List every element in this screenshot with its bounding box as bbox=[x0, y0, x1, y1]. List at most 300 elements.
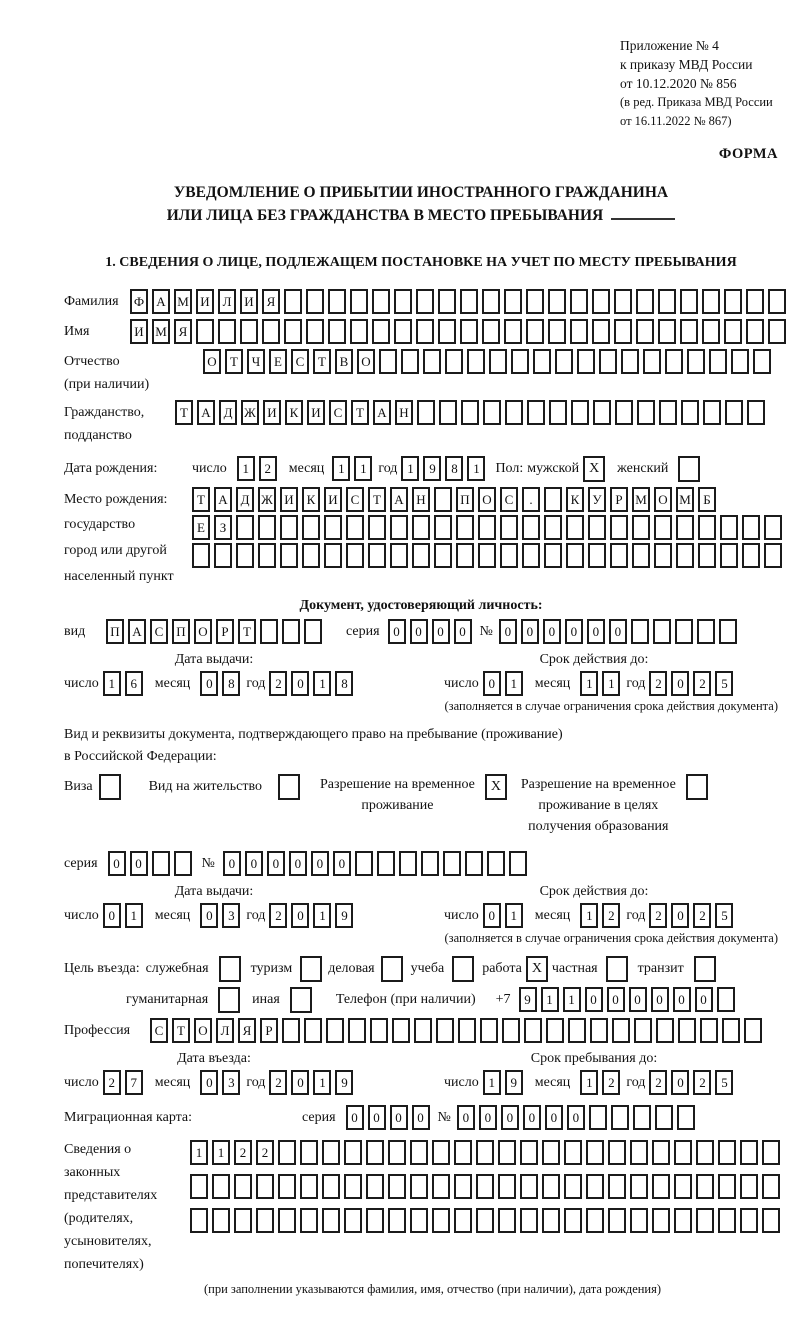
form-cell[interactable] bbox=[278, 1140, 296, 1165]
purpose-transit-checkbox[interactable] bbox=[694, 956, 716, 982]
form-cell[interactable]: 1 bbox=[125, 903, 143, 928]
form-cell[interactable]: 2 bbox=[693, 671, 711, 696]
form-cell[interactable] bbox=[456, 543, 474, 568]
form-cell[interactable] bbox=[278, 1208, 296, 1233]
form-cell[interactable] bbox=[282, 619, 300, 644]
form-cell[interactable] bbox=[608, 1208, 626, 1233]
form-cell[interactable]: 0 bbox=[545, 1105, 563, 1130]
form-cell[interactable] bbox=[328, 289, 346, 314]
form-cell[interactable]: И bbox=[324, 487, 342, 512]
form-cell[interactable]: 1 bbox=[313, 671, 331, 696]
form-cell[interactable]: 0 bbox=[671, 1070, 689, 1095]
form-cell[interactable]: И bbox=[240, 289, 258, 314]
form-cell[interactable]: М bbox=[676, 487, 694, 512]
form-cell[interactable]: Я bbox=[174, 319, 192, 344]
form-cell[interactable] bbox=[482, 289, 500, 314]
form-cell[interactable] bbox=[489, 349, 507, 374]
form-cell[interactable] bbox=[306, 319, 324, 344]
form-cell[interactable] bbox=[476, 1174, 494, 1199]
form-cell[interactable]: 0 bbox=[245, 851, 263, 876]
form-cell[interactable] bbox=[300, 1174, 318, 1199]
form-cell[interactable] bbox=[762, 1208, 780, 1233]
form-cell[interactable]: 0 bbox=[388, 619, 406, 644]
form-cell[interactable] bbox=[555, 349, 573, 374]
form-cell[interactable] bbox=[526, 319, 544, 344]
form-cell[interactable] bbox=[533, 349, 551, 374]
form-cell[interactable] bbox=[742, 515, 760, 540]
form-cell[interactable] bbox=[570, 319, 588, 344]
form-cell[interactable] bbox=[350, 319, 368, 344]
form-cell[interactable] bbox=[366, 1208, 384, 1233]
form-cell[interactable] bbox=[509, 851, 527, 876]
form-cell[interactable]: 1 bbox=[505, 671, 523, 696]
form-cell[interactable] bbox=[416, 289, 434, 314]
form-cell[interactable]: К bbox=[285, 400, 303, 425]
form-cell[interactable]: 0 bbox=[130, 851, 148, 876]
form-cell[interactable]: П bbox=[106, 619, 124, 644]
form-cell[interactable] bbox=[590, 1018, 608, 1043]
form-cell[interactable]: 0 bbox=[454, 619, 472, 644]
form-cell[interactable] bbox=[258, 543, 276, 568]
form-cell[interactable] bbox=[674, 1174, 692, 1199]
form-cell[interactable]: И bbox=[196, 289, 214, 314]
form-cell[interactable]: 0 bbox=[671, 671, 689, 696]
form-cell[interactable]: 0 bbox=[673, 987, 691, 1012]
form-cell[interactable] bbox=[720, 515, 738, 540]
form-cell[interactable]: 0 bbox=[291, 903, 309, 928]
form-cell[interactable] bbox=[768, 289, 786, 314]
form-cell[interactable]: В bbox=[335, 349, 353, 374]
form-cell[interactable] bbox=[498, 1140, 516, 1165]
form-cell[interactable]: К bbox=[302, 487, 320, 512]
form-cell[interactable] bbox=[454, 1174, 472, 1199]
form-cell[interactable] bbox=[344, 1174, 362, 1199]
form-cell[interactable] bbox=[621, 349, 639, 374]
form-cell[interactable] bbox=[564, 1174, 582, 1199]
form-cell[interactable] bbox=[678, 1018, 696, 1043]
form-cell[interactable] bbox=[410, 1140, 428, 1165]
form-cell[interactable] bbox=[445, 349, 463, 374]
form-cell[interactable]: 2 bbox=[693, 1070, 711, 1095]
form-cell[interactable] bbox=[700, 1018, 718, 1043]
form-cell[interactable]: А bbox=[390, 487, 408, 512]
form-cell[interactable]: И bbox=[307, 400, 325, 425]
form-cell[interactable]: 0 bbox=[432, 619, 450, 644]
male-checkbox[interactable]: X bbox=[583, 456, 605, 482]
form-cell[interactable] bbox=[753, 349, 771, 374]
form-cell[interactable]: 0 bbox=[200, 671, 218, 696]
form-cell[interactable] bbox=[677, 1105, 695, 1130]
form-cell[interactable] bbox=[458, 1018, 476, 1043]
form-cell[interactable]: И bbox=[280, 487, 298, 512]
form-cell[interactable]: Б bbox=[698, 487, 716, 512]
form-cell[interactable] bbox=[256, 1174, 274, 1199]
form-cell[interactable] bbox=[632, 515, 650, 540]
form-cell[interactable] bbox=[632, 543, 650, 568]
form-cell[interactable] bbox=[702, 289, 720, 314]
form-cell[interactable] bbox=[747, 400, 765, 425]
form-cell[interactable]: М bbox=[174, 289, 192, 314]
form-cell[interactable] bbox=[608, 1140, 626, 1165]
form-cell[interactable] bbox=[680, 289, 698, 314]
form-cell[interactable] bbox=[212, 1208, 230, 1233]
form-cell[interactable] bbox=[432, 1140, 450, 1165]
form-cell[interactable]: С bbox=[150, 1018, 168, 1043]
form-cell[interactable]: 0 bbox=[479, 1105, 497, 1130]
form-cell[interactable]: Т bbox=[238, 619, 256, 644]
form-cell[interactable] bbox=[636, 289, 654, 314]
form-cell[interactable]: И bbox=[263, 400, 281, 425]
form-cell[interactable]: 2 bbox=[259, 456, 277, 481]
form-cell[interactable] bbox=[322, 1208, 340, 1233]
form-cell[interactable] bbox=[709, 349, 727, 374]
form-cell[interactable] bbox=[742, 543, 760, 568]
form-cell[interactable]: Т bbox=[172, 1018, 190, 1043]
form-cell[interactable]: Я bbox=[262, 289, 280, 314]
form-cell[interactable]: 1 bbox=[313, 1070, 331, 1095]
form-cell[interactable] bbox=[478, 515, 496, 540]
form-cell[interactable] bbox=[174, 851, 192, 876]
form-cell[interactable]: У bbox=[588, 487, 606, 512]
form-cell[interactable] bbox=[414, 1018, 432, 1043]
form-cell[interactable] bbox=[240, 319, 258, 344]
form-cell[interactable] bbox=[348, 1018, 366, 1043]
form-cell[interactable]: 0 bbox=[483, 671, 501, 696]
form-cell[interactable]: 9 bbox=[335, 903, 353, 928]
form-cell[interactable]: 2 bbox=[602, 903, 620, 928]
form-cell[interactable] bbox=[610, 515, 628, 540]
form-cell[interactable] bbox=[608, 1174, 626, 1199]
form-cell[interactable] bbox=[372, 289, 390, 314]
form-cell[interactable]: А bbox=[197, 400, 215, 425]
form-cell[interactable]: А bbox=[214, 487, 232, 512]
form-cell[interactable] bbox=[654, 515, 672, 540]
form-cell[interactable] bbox=[346, 543, 364, 568]
form-cell[interactable] bbox=[326, 1018, 344, 1043]
form-cell[interactable]: 3 bbox=[222, 1070, 240, 1095]
form-cell[interactable]: 1 bbox=[467, 456, 485, 481]
form-cell[interactable] bbox=[764, 543, 782, 568]
form-cell[interactable]: 0 bbox=[333, 851, 351, 876]
form-cell[interactable]: Д bbox=[219, 400, 237, 425]
purpose-business-checkbox[interactable] bbox=[381, 956, 403, 982]
form-cell[interactable] bbox=[592, 319, 610, 344]
form-cell[interactable] bbox=[454, 1140, 472, 1165]
form-cell[interactable] bbox=[571, 400, 589, 425]
form-cell[interactable] bbox=[306, 289, 324, 314]
form-cell[interactable] bbox=[434, 543, 452, 568]
form-cell[interactable] bbox=[698, 515, 716, 540]
form-cell[interactable] bbox=[304, 1018, 322, 1043]
form-cell[interactable] bbox=[674, 1208, 692, 1233]
form-cell[interactable]: Л bbox=[218, 289, 236, 314]
form-cell[interactable]: 0 bbox=[607, 987, 625, 1012]
form-cell[interactable] bbox=[500, 543, 518, 568]
form-cell[interactable]: О bbox=[654, 487, 672, 512]
form-cell[interactable] bbox=[577, 349, 595, 374]
form-cell[interactable] bbox=[377, 851, 395, 876]
form-cell[interactable] bbox=[476, 1140, 494, 1165]
form-cell[interactable] bbox=[586, 1140, 604, 1165]
temp-residence-edu-checkbox[interactable] bbox=[686, 774, 708, 800]
form-cell[interactable] bbox=[192, 543, 210, 568]
form-cell[interactable] bbox=[589, 1105, 607, 1130]
form-cell[interactable] bbox=[696, 1174, 714, 1199]
form-cell[interactable] bbox=[566, 543, 584, 568]
form-cell[interactable] bbox=[278, 1174, 296, 1199]
form-cell[interactable] bbox=[284, 319, 302, 344]
form-cell[interactable]: 9 bbox=[505, 1070, 523, 1095]
form-cell[interactable] bbox=[522, 515, 540, 540]
form-cell[interactable]: 1 bbox=[212, 1140, 230, 1165]
form-cell[interactable]: 0 bbox=[483, 903, 501, 928]
form-cell[interactable]: 0 bbox=[609, 619, 627, 644]
form-cell[interactable]: Р bbox=[216, 619, 234, 644]
form-cell[interactable] bbox=[454, 1208, 472, 1233]
form-cell[interactable] bbox=[324, 515, 342, 540]
form-cell[interactable] bbox=[612, 1018, 630, 1043]
form-cell[interactable] bbox=[746, 289, 764, 314]
form-cell[interactable] bbox=[234, 1174, 252, 1199]
form-cell[interactable]: 2 bbox=[269, 903, 287, 928]
form-cell[interactable] bbox=[614, 319, 632, 344]
form-cell[interactable]: 0 bbox=[390, 1105, 408, 1130]
form-cell[interactable]: 0 bbox=[291, 671, 309, 696]
form-cell[interactable]: 0 bbox=[629, 987, 647, 1012]
form-cell[interactable] bbox=[280, 515, 298, 540]
form-cell[interactable] bbox=[652, 1140, 670, 1165]
form-cell[interactable] bbox=[196, 319, 214, 344]
form-cell[interactable]: 7 bbox=[125, 1070, 143, 1095]
form-cell[interactable] bbox=[372, 319, 390, 344]
form-cell[interactable] bbox=[768, 319, 786, 344]
form-cell[interactable]: 0 bbox=[501, 1105, 519, 1130]
form-cell[interactable]: О bbox=[203, 349, 221, 374]
form-cell[interactable] bbox=[665, 349, 683, 374]
purpose-private-checkbox[interactable] bbox=[606, 956, 628, 982]
form-cell[interactable]: 3 bbox=[222, 903, 240, 928]
form-cell[interactable]: Т bbox=[175, 400, 193, 425]
form-cell[interactable] bbox=[593, 400, 611, 425]
form-cell[interactable]: М bbox=[632, 487, 650, 512]
form-cell[interactable]: О bbox=[194, 1018, 212, 1043]
form-cell[interactable] bbox=[236, 515, 254, 540]
form-cell[interactable]: 0 bbox=[543, 619, 561, 644]
form-cell[interactable] bbox=[236, 543, 254, 568]
form-cell[interactable]: 2 bbox=[649, 671, 667, 696]
form-cell[interactable]: 0 bbox=[651, 987, 669, 1012]
form-cell[interactable]: 2 bbox=[649, 903, 667, 928]
form-cell[interactable]: 9 bbox=[519, 987, 537, 1012]
form-cell[interactable] bbox=[720, 543, 738, 568]
form-cell[interactable] bbox=[586, 1208, 604, 1233]
form-cell[interactable] bbox=[746, 319, 764, 344]
form-cell[interactable] bbox=[676, 515, 694, 540]
purpose-study-checkbox[interactable] bbox=[452, 956, 474, 982]
form-cell[interactable]: К bbox=[566, 487, 584, 512]
form-cell[interactable]: Ж bbox=[258, 487, 276, 512]
form-cell[interactable]: 0 bbox=[108, 851, 126, 876]
form-cell[interactable] bbox=[417, 400, 435, 425]
form-cell[interactable]: 5 bbox=[715, 1070, 733, 1095]
form-cell[interactable] bbox=[394, 289, 412, 314]
form-cell[interactable] bbox=[570, 289, 588, 314]
form-cell[interactable] bbox=[542, 1208, 560, 1233]
form-cell[interactable] bbox=[483, 400, 501, 425]
form-cell[interactable]: 0 bbox=[103, 903, 121, 928]
form-cell[interactable] bbox=[637, 400, 655, 425]
form-cell[interactable] bbox=[190, 1208, 208, 1233]
form-cell[interactable] bbox=[370, 1018, 388, 1043]
form-cell[interactable] bbox=[586, 1174, 604, 1199]
form-cell[interactable]: 0 bbox=[695, 987, 713, 1012]
form-cell[interactable]: Т bbox=[351, 400, 369, 425]
form-cell[interactable] bbox=[322, 1140, 340, 1165]
form-cell[interactable]: Н bbox=[412, 487, 430, 512]
form-cell[interactable] bbox=[487, 851, 505, 876]
form-cell[interactable]: С bbox=[150, 619, 168, 644]
form-cell[interactable]: 0 bbox=[671, 903, 689, 928]
form-cell[interactable]: Ж bbox=[241, 400, 259, 425]
form-cell[interactable] bbox=[564, 1208, 582, 1233]
form-cell[interactable] bbox=[717, 987, 735, 1012]
form-cell[interactable]: Т bbox=[192, 487, 210, 512]
form-cell[interactable] bbox=[212, 1174, 230, 1199]
form-cell[interactable] bbox=[630, 1208, 648, 1233]
form-cell[interactable]: Ф bbox=[130, 289, 148, 314]
form-cell[interactable]: 8 bbox=[445, 456, 463, 481]
form-cell[interactable] bbox=[568, 1018, 586, 1043]
form-cell[interactable] bbox=[656, 1018, 674, 1043]
form-cell[interactable]: 2 bbox=[103, 1070, 121, 1095]
form-cell[interactable] bbox=[421, 851, 439, 876]
purpose-humanitarian-checkbox[interactable] bbox=[218, 987, 240, 1013]
form-cell[interactable] bbox=[368, 515, 386, 540]
form-cell[interactable] bbox=[344, 1208, 362, 1233]
form-cell[interactable] bbox=[588, 543, 606, 568]
form-cell[interactable] bbox=[633, 1105, 651, 1130]
form-cell[interactable]: 0 bbox=[291, 1070, 309, 1095]
form-cell[interactable] bbox=[719, 619, 737, 644]
form-cell[interactable] bbox=[564, 1140, 582, 1165]
form-cell[interactable] bbox=[456, 515, 474, 540]
form-cell[interactable] bbox=[630, 1140, 648, 1165]
form-cell[interactable]: 0 bbox=[346, 1105, 364, 1130]
form-cell[interactable] bbox=[740, 1174, 758, 1199]
form-cell[interactable] bbox=[434, 515, 452, 540]
form-cell[interactable] bbox=[262, 319, 280, 344]
form-cell[interactable] bbox=[724, 289, 742, 314]
form-cell[interactable] bbox=[634, 1018, 652, 1043]
form-cell[interactable]: П bbox=[172, 619, 190, 644]
form-cell[interactable] bbox=[764, 515, 782, 540]
form-cell[interactable] bbox=[258, 515, 276, 540]
form-cell[interactable] bbox=[498, 1208, 516, 1233]
form-cell[interactable] bbox=[260, 619, 278, 644]
form-cell[interactable]: 0 bbox=[499, 619, 517, 644]
form-cell[interactable]: Л bbox=[216, 1018, 234, 1043]
form-cell[interactable]: 2 bbox=[693, 903, 711, 928]
form-cell[interactable]: 0 bbox=[223, 851, 241, 876]
form-cell[interactable]: А bbox=[128, 619, 146, 644]
form-cell[interactable]: 0 bbox=[267, 851, 285, 876]
form-cell[interactable] bbox=[344, 1140, 362, 1165]
form-cell[interactable] bbox=[438, 319, 456, 344]
form-cell[interactable] bbox=[611, 1105, 629, 1130]
form-cell[interactable]: 0 bbox=[567, 1105, 585, 1130]
form-cell[interactable] bbox=[610, 543, 628, 568]
form-cell[interactable]: 2 bbox=[256, 1140, 274, 1165]
form-cell[interactable]: 1 bbox=[602, 671, 620, 696]
form-cell[interactable] bbox=[480, 1018, 498, 1043]
form-cell[interactable] bbox=[434, 487, 452, 512]
form-cell[interactable] bbox=[687, 349, 705, 374]
form-cell[interactable] bbox=[302, 543, 320, 568]
form-cell[interactable] bbox=[410, 1208, 428, 1233]
purpose-official-checkbox[interactable] bbox=[219, 956, 241, 982]
temp-residence-checkbox[interactable]: X bbox=[485, 774, 507, 800]
form-cell[interactable]: 8 bbox=[222, 671, 240, 696]
form-cell[interactable] bbox=[542, 1174, 560, 1199]
form-cell[interactable] bbox=[731, 349, 749, 374]
form-cell[interactable]: 6 bbox=[125, 671, 143, 696]
form-cell[interactable]: 1 bbox=[354, 456, 372, 481]
female-checkbox[interactable] bbox=[678, 456, 700, 482]
form-cell[interactable]: 0 bbox=[587, 619, 605, 644]
form-cell[interactable] bbox=[655, 1105, 673, 1130]
visa-checkbox[interactable] bbox=[99, 774, 121, 800]
form-cell[interactable]: 1 bbox=[580, 1070, 598, 1095]
form-cell[interactable] bbox=[725, 400, 743, 425]
form-cell[interactable] bbox=[681, 400, 699, 425]
form-cell[interactable]: 8 bbox=[335, 671, 353, 696]
form-cell[interactable]: 1 bbox=[103, 671, 121, 696]
form-cell[interactable] bbox=[544, 543, 562, 568]
form-cell[interactable] bbox=[548, 319, 566, 344]
form-cell[interactable] bbox=[218, 319, 236, 344]
form-cell[interactable]: 1 bbox=[332, 456, 350, 481]
form-cell[interactable]: 5 bbox=[715, 671, 733, 696]
form-cell[interactable] bbox=[524, 1018, 542, 1043]
form-cell[interactable]: 0 bbox=[311, 851, 329, 876]
form-cell[interactable]: 1 bbox=[401, 456, 419, 481]
form-cell[interactable] bbox=[762, 1174, 780, 1199]
form-cell[interactable] bbox=[436, 1018, 454, 1043]
form-cell[interactable]: Е bbox=[192, 515, 210, 540]
form-cell[interactable]: 0 bbox=[368, 1105, 386, 1130]
form-cell[interactable]: Т bbox=[313, 349, 331, 374]
form-cell[interactable] bbox=[416, 319, 434, 344]
form-cell[interactable] bbox=[722, 1018, 740, 1043]
form-cell[interactable] bbox=[675, 619, 693, 644]
form-cell[interactable] bbox=[322, 1174, 340, 1199]
form-cell[interactable] bbox=[522, 543, 540, 568]
form-cell[interactable] bbox=[284, 289, 302, 314]
form-cell[interactable] bbox=[505, 400, 523, 425]
form-cell[interactable]: 9 bbox=[335, 1070, 353, 1095]
form-cell[interactable] bbox=[674, 1140, 692, 1165]
form-cell[interactable]: 1 bbox=[580, 671, 598, 696]
form-cell[interactable]: Т bbox=[368, 487, 386, 512]
form-cell[interactable] bbox=[256, 1208, 274, 1233]
form-cell[interactable]: 2 bbox=[602, 1070, 620, 1095]
form-cell[interactable] bbox=[546, 1018, 564, 1043]
form-cell[interactable] bbox=[500, 515, 518, 540]
form-cell[interactable] bbox=[366, 1140, 384, 1165]
form-cell[interactable] bbox=[643, 349, 661, 374]
form-cell[interactable] bbox=[544, 487, 562, 512]
form-cell[interactable] bbox=[461, 400, 479, 425]
